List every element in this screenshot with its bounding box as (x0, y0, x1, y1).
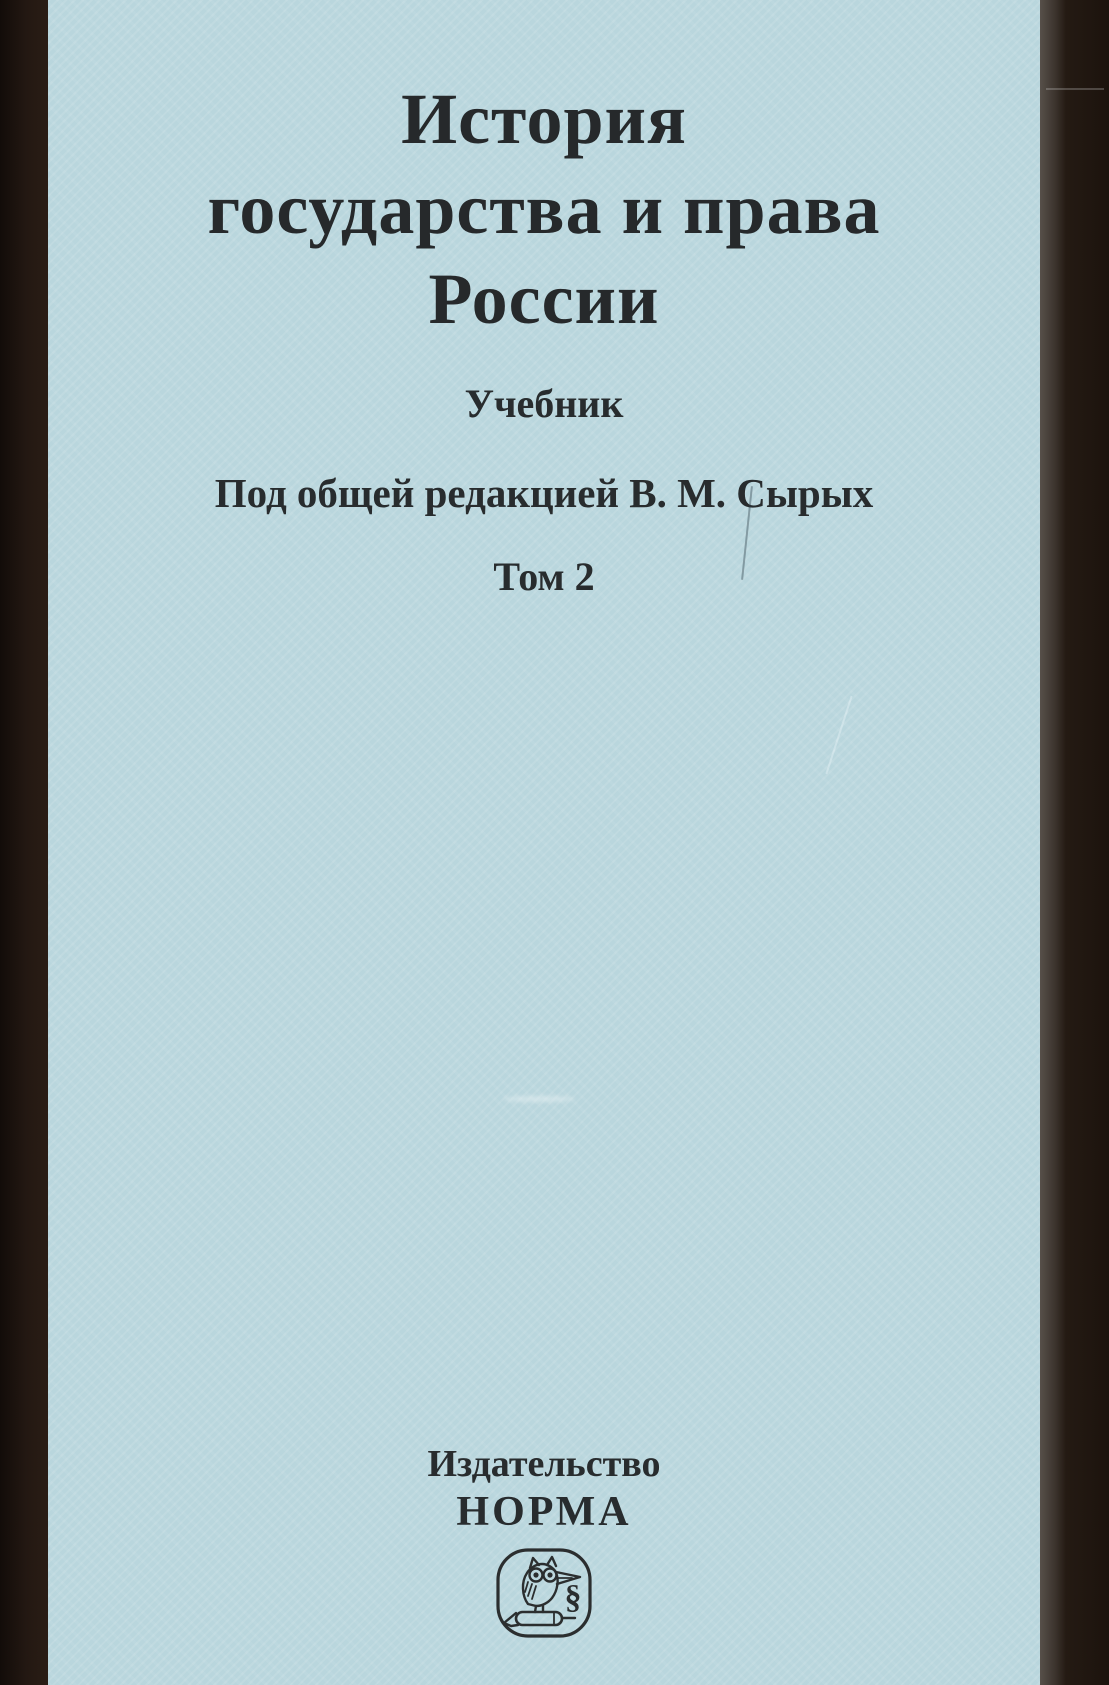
section-sign-glyph: § (564, 1579, 582, 1616)
publisher-block (48, 1442, 1040, 1645)
publisher-logo (48, 1546, 1040, 1645)
norma-owl-logo-icon (494, 1546, 594, 1640)
publisher-brand: НОРМА (456, 1489, 632, 1535)
book-subtitle: Учебник (464, 381, 624, 426)
book-front-cover (48, 0, 1040, 1685)
book-title-line-3: России (428, 259, 660, 339)
publisher-name: Издательство (427, 1443, 661, 1485)
photo-background-right (1040, 0, 1109, 1685)
volume-label: Том 2 (493, 554, 595, 599)
photo-background-left (0, 0, 48, 1685)
smudge-mark (503, 1096, 575, 1102)
book-title (48, 0, 1040, 344)
editor-line: Под общей редакцией В. М. Сырых (214, 470, 874, 516)
scratch-mark (825, 696, 852, 775)
book-title-line-1: История (401, 79, 687, 159)
book-title-line-2: государства и права (207, 169, 881, 249)
